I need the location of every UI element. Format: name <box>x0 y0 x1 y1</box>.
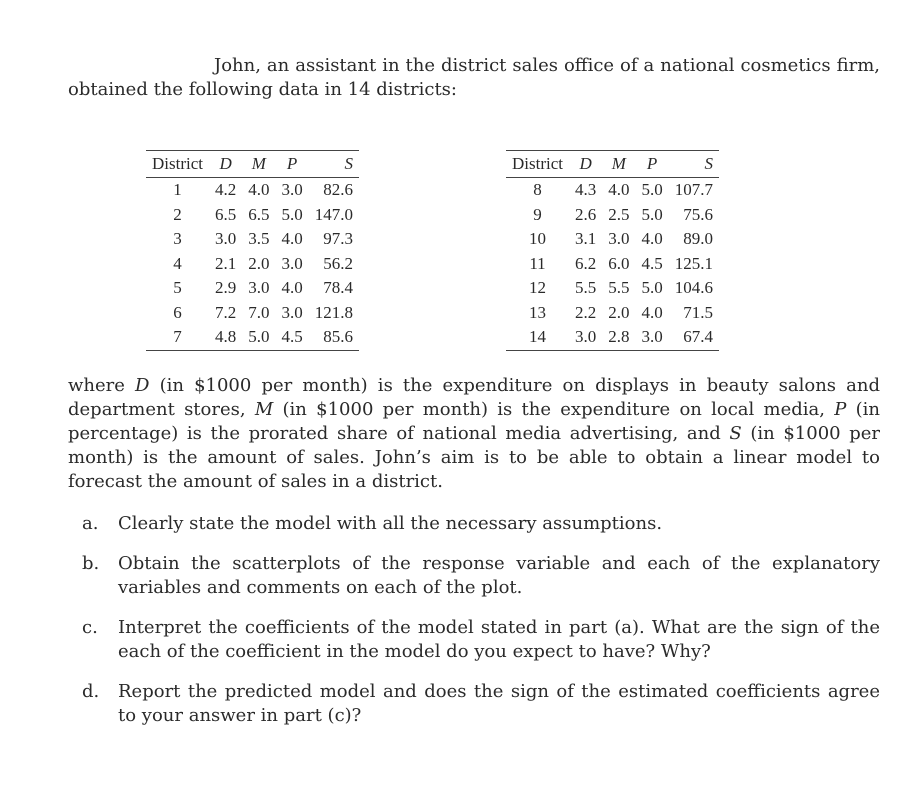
table-row <box>506 252 719 277</box>
header-d: D <box>209 151 242 178</box>
cell-district: 2 <box>173 204 182 224</box>
header-s: S <box>669 151 719 178</box>
data-tables <box>68 150 880 358</box>
header-m: M <box>602 151 635 178</box>
table-row <box>146 276 359 301</box>
question-text: Interpret the coefficients of the model stated in part (a). What are the sign of the each of the coefficient in the model do you expect to have? Why? <box>118 617 880 662</box>
desc-part-1: where <box>68 375 136 396</box>
cell-p: 4.0 <box>641 229 663 249</box>
cell-m: 3.0 <box>248 278 270 298</box>
intro-paragraph: John, an assistant in the district sales office of a national cosmetics firm, obtained the following data in 14 districts: <box>68 55 880 100</box>
question-marker: b. <box>82 553 100 574</box>
cell-p: 5.0 <box>641 180 663 200</box>
cell-s: 67.4 <box>669 325 719 350</box>
table-row <box>506 325 719 350</box>
cell-d: 5.5 <box>575 278 597 298</box>
question-text: Obtain the scatterplots of the response variable and each of the explanatory variables and comments on each of the plot. <box>118 553 880 598</box>
cell-m: 4.0 <box>248 180 270 200</box>
desc-part-4: (in percentage) is the prorated share of national media advertising, and <box>68 399 880 444</box>
cell-m: 2.0 <box>248 253 270 273</box>
cell-s: 125.1 <box>674 253 713 273</box>
cell-district: 8 <box>533 180 542 200</box>
cell-district: 6 <box>173 302 182 322</box>
header-d: D <box>569 151 602 178</box>
cell-m: 7.0 <box>248 302 270 322</box>
question-list <box>68 512 880 728</box>
table-row <box>146 227 359 252</box>
cell-s: 75.6 <box>683 204 713 224</box>
cell-d: 6.2 <box>575 253 597 273</box>
cell-m: 6.0 <box>608 253 630 273</box>
table-row <box>146 203 359 228</box>
header-p: P <box>276 151 309 178</box>
cell-d: 2.2 <box>575 302 597 322</box>
cell-m: 5.0 <box>242 325 275 350</box>
cell-d: 3.0 <box>215 229 237 249</box>
cell-d: 3.0 <box>569 325 602 350</box>
question-marker: a. <box>82 513 99 534</box>
cell-s: 104.6 <box>674 278 713 298</box>
cell-district: 12 <box>529 278 546 298</box>
cell-district: 5 <box>173 278 182 298</box>
data-table-right <box>506 150 719 351</box>
question-c <box>68 616 880 664</box>
table-header-row <box>506 151 719 178</box>
var-d: D <box>135 375 150 396</box>
cell-s: 56.2 <box>323 253 353 273</box>
question-d <box>68 680 880 728</box>
var-p: P <box>834 399 847 420</box>
table-row <box>146 252 359 277</box>
table-body-left <box>146 178 359 351</box>
cell-m: 2.0 <box>608 302 630 322</box>
cell-p: 3.0 <box>281 180 303 200</box>
cell-district: 11 <box>529 253 546 273</box>
cell-p: 5.0 <box>281 204 303 224</box>
cell-p: 4.0 <box>281 278 303 298</box>
cell-d: 2.6 <box>575 204 597 224</box>
cell-district: 7 <box>146 325 209 350</box>
var-m: M <box>254 399 274 420</box>
cell-m: 2.8 <box>602 325 635 350</box>
data-table-left <box>146 150 359 351</box>
question-b <box>68 552 880 600</box>
table-body-right <box>506 178 719 351</box>
cell-m: 3.0 <box>608 229 630 249</box>
cell-d: 6.5 <box>215 204 237 224</box>
table-row <box>506 203 719 228</box>
cell-p: 3.0 <box>636 325 669 350</box>
cell-m: 2.5 <box>608 204 630 224</box>
question-marker: d. <box>82 681 100 702</box>
cell-s: 107.7 <box>674 180 713 200</box>
table-row <box>506 227 719 252</box>
cell-p: 4.0 <box>281 229 303 249</box>
question-marker: c. <box>82 617 98 638</box>
header-district: District <box>146 151 209 178</box>
cell-m: 3.5 <box>248 229 270 249</box>
cell-d: 7.2 <box>215 302 237 322</box>
cell-s: 89.0 <box>683 229 713 249</box>
cell-s: 71.5 <box>683 302 713 322</box>
cell-p: 3.0 <box>281 253 303 273</box>
cell-district: 3 <box>173 229 182 249</box>
cell-m: 5.5 <box>608 278 630 298</box>
cell-d: 4.2 <box>215 180 237 200</box>
cell-p: 4.5 <box>641 253 663 273</box>
cell-district: 10 <box>529 229 546 249</box>
cell-district: 9 <box>533 204 542 224</box>
cell-d: 4.8 <box>209 325 242 350</box>
cell-district: 4 <box>173 253 182 273</box>
cell-p: 4.5 <box>276 325 309 350</box>
header-s: S <box>309 151 359 178</box>
var-s: S <box>729 423 742 444</box>
header-district: District <box>506 151 569 178</box>
header-m: M <box>242 151 275 178</box>
variable-description <box>68 374 880 494</box>
desc-part-3: (in $1000 per month) is the expenditure on local media, <box>273 399 835 420</box>
cell-p: 3.0 <box>281 302 303 322</box>
table-row <box>146 325 359 350</box>
cell-m: 4.0 <box>608 180 630 200</box>
cell-p: 4.0 <box>641 302 663 322</box>
cell-s: 85.6 <box>309 325 359 350</box>
cell-m: 6.5 <box>248 204 270 224</box>
cell-district: 1 <box>173 180 182 200</box>
cell-p: 5.0 <box>641 204 663 224</box>
table-row <box>146 301 359 326</box>
question-text: Clearly state the model with all the necessary assumptions. <box>118 513 663 534</box>
document-page <box>68 54 880 744</box>
cell-s: 97.3 <box>323 229 353 249</box>
table-row <box>506 276 719 301</box>
cell-d: 2.9 <box>215 278 237 298</box>
cell-s: 82.6 <box>323 180 353 200</box>
table-row <box>506 178 719 203</box>
cell-d: 3.1 <box>575 229 597 249</box>
cell-s: 147.0 <box>314 204 353 224</box>
table-row <box>506 301 719 326</box>
cell-p: 5.0 <box>641 278 663 298</box>
table-header-row <box>146 151 359 178</box>
desc-part-5: (in $1000 per month) is the amount of sales. John’s aim is to be able to obtain a linear model to forecast the amount of sales in a district. <box>68 423 880 492</box>
desc-part-2: (in $1000 per month) is the expenditure on displays in beauty salons and department stores, <box>68 375 880 420</box>
cell-d: 4.3 <box>575 180 597 200</box>
cell-district: 14 <box>506 325 569 350</box>
question-text: Report the predicted model and does the sign of the estimated coefficients agree to your answer in part (c)? <box>118 681 880 726</box>
cell-s: 78.4 <box>323 278 353 298</box>
question-a <box>68 512 880 536</box>
table-row <box>146 178 359 203</box>
cell-d: 2.1 <box>215 253 237 273</box>
header-p: P <box>636 151 669 178</box>
cell-district: 13 <box>529 302 546 322</box>
cell-s: 121.8 <box>314 302 353 322</box>
